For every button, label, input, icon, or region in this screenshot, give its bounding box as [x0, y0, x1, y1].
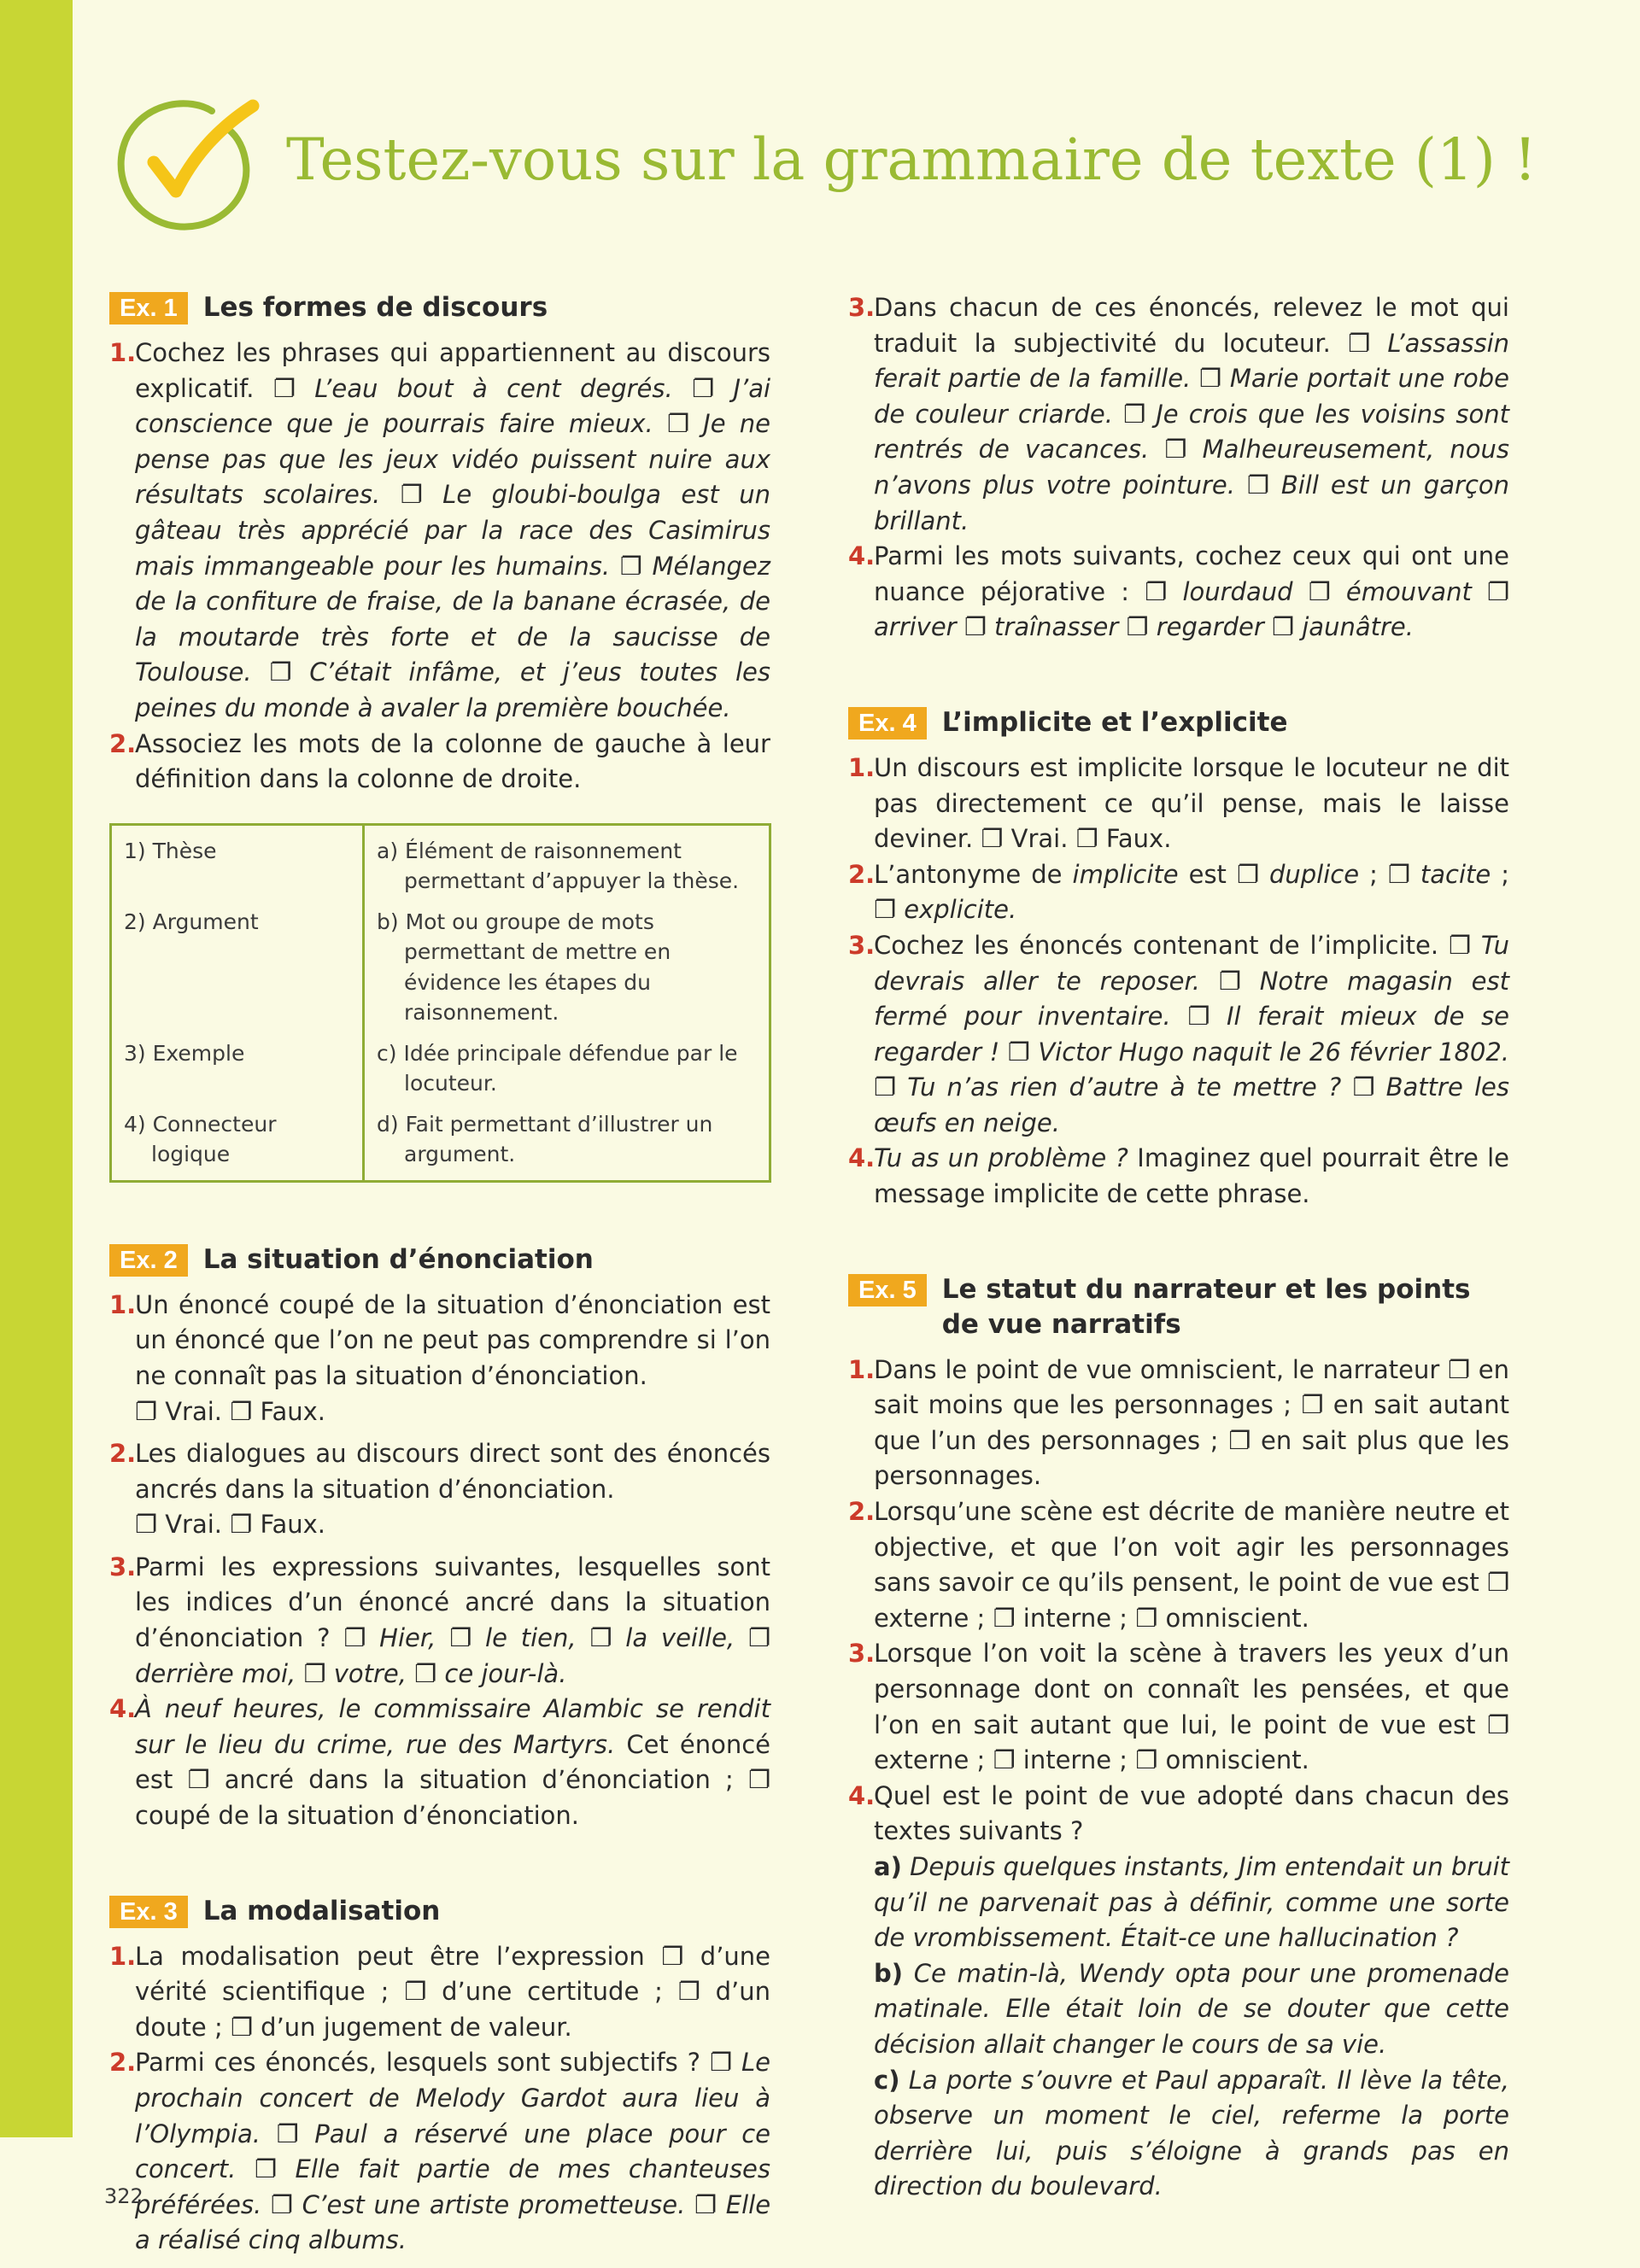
checkbox-icon[interactable]: ❐	[269, 658, 292, 687]
question: 2. Lorsqu’une scène est décrite de manière neutre et objective, et que l’on voit agir les personnages sans savoir ce qu’ils pensent, le point de vue est ❐ externe ; ❐ interne ; ❐ omniscient.	[848, 1494, 1509, 1636]
text-label: b)	[874, 1958, 904, 1988]
question: 4. Parmi les mots suivants, cochez ceux qui ont une nuance péjorative : ❐ lourdaud ❐ émouvant ❐ arriver ❐ traînasser ❐ regarder ❐ jaunâtre.	[848, 539, 1509, 646]
exercise-badge: Ex. 2	[109, 1244, 188, 1277]
table-cell: 4) Connecteur logique	[124, 1111, 277, 1167]
question-number: 2.	[848, 859, 876, 889]
exercise-5-header	[848, 1272, 1509, 1342]
text-excerpt: Ce matin-là, Wendy opta pour une promenade matinale. Elle était loin de se douter que cette décision allait changer le cours de sa vie.	[874, 1958, 1510, 2059]
exercise-badge: Ex. 1	[109, 292, 188, 324]
checkbox-icon[interactable]: ❐	[414, 1658, 437, 1688]
page-title: Testez-vous sur la grammaire de texte (1) !	[286, 126, 1538, 193]
question-number: 1.	[109, 1289, 137, 1319]
table-cell: 3) Exemple	[124, 1040, 245, 1066]
checkbox-icon[interactable]: ❐	[1075, 824, 1098, 854]
checkbox-icon[interactable]: ❐	[449, 1623, 472, 1653]
exercise-3-header	[109, 1894, 770, 1929]
checkbox-icon[interactable]: ❐	[272, 373, 296, 403]
table-row	[111, 1028, 770, 1099]
question: 2. Associez les mots de la colonne de gauche à leur définition dans la colonne de droite.	[109, 727, 770, 798]
exercise-badge: Ex. 3	[109, 1896, 188, 1928]
side-color-bar	[0, 0, 73, 2137]
question-number: 2.	[109, 728, 137, 758]
page-number: 322	[104, 2184, 144, 2208]
table-cell: c) Idée principale défendue par le locuteur.	[377, 1040, 738, 1096]
checkbox-icon[interactable]: ❐	[404, 1977, 427, 2007]
table-cell: a) Élément de raisonnement permettant d’appuyer la thèse.	[377, 838, 740, 894]
checkbox-icon[interactable]: ❐	[1348, 328, 1371, 358]
table-cell: d) Fait permettant d’illustrer un argument.	[377, 1111, 713, 1167]
checkbox-icon[interactable]: ❐	[400, 480, 423, 510]
checkbox-icon[interactable]: ❐	[710, 2048, 733, 2078]
question-number: 2.	[109, 1439, 137, 1469]
text-label: a)	[874, 1851, 902, 1881]
checkbox-icon[interactable]: ❐	[1135, 1745, 1158, 1775]
checkbox-icon[interactable]: ❐	[1272, 612, 1295, 642]
exercise-title: Les formes de discours	[202, 292, 548, 323]
table-cell: 2) Argument	[124, 909, 259, 934]
checkbox-icon[interactable]: ❐	[230, 1510, 253, 1540]
question: 3. Lorsque l’on voit la scène à travers les yeux d’un personnage dont on connaît les pensées, et que l’on en sait autant que lui, le point de vue est ❐ externe ; ❐ interne ; ❐ omniscient.	[848, 1636, 1509, 1778]
checkbox-icon[interactable]: ❐	[1126, 612, 1149, 642]
checkbox-icon[interactable]: ❐	[993, 1603, 1016, 1633]
text-excerpt: Depuis quelques instants, Jim entendait un bruit qu’il ne parvenait pas à définir, comme une sorte de vrombissement. Était-ce une hallucination ?	[874, 1851, 1510, 1953]
exercise-2-header	[109, 1242, 770, 1277]
text-label: c)	[874, 2065, 900, 2095]
question: 3. Cochez les énoncés contenant de l’implicite. ❐ Tu devrais aller te reposer. ❐ Notre magasin est fermé pour inventaire. ❐ Il ferait mieux de se regarder ! ❐ Victor Hugo naquit le 26 février 1802. ❐ Tu n’as rien d’autre à te mettre ? ❐ Battre les œufs en neige.	[848, 928, 1509, 1142]
left-column	[109, 290, 770, 2259]
question: 2. L’antonyme de implicite est ❐ duplice ; ❐ tacite ; ❐ explicite.	[848, 857, 1509, 928]
question: 2. Les dialogues au discours direct sont des énoncés ancrés dans la situation d’énonciation. ❐ Vrai. ❐ Faux.	[109, 1436, 770, 1543]
question: 1. Dans le point de vue omniscient, le narrateur ❐ en sait moins que les personnages ; ❐ en sait autant que l’un des personnages ; ❐ en sait plus que les personnages.	[848, 1353, 1509, 1494]
checkbox-icon[interactable]: ❐	[1135, 1603, 1158, 1633]
question: 4. Tu as un problème ? Imaginez quel pourrait être le message implicite de cette phrase.	[848, 1141, 1509, 1212]
checkbox-icon[interactable]: ❐	[254, 2154, 277, 2184]
exercise-title: La modalisation	[202, 1895, 441, 1926]
question-number: 1.	[109, 338, 137, 367]
question-number: 3.	[109, 1552, 137, 1581]
question-number: 3.	[848, 1639, 876, 1669]
checkbox-icon[interactable]: ❐	[1308, 576, 1331, 606]
exercise-title: Le statut du narrateur et les points de vue narratifs	[941, 1273, 1471, 1340]
question-number: 1.	[848, 752, 876, 782]
checkbox-icon[interactable]: ❐	[964, 612, 987, 642]
question-number: 4.	[848, 541, 876, 571]
exercise-title: La situation d’énonciation	[202, 1243, 594, 1275]
checkbox-icon[interactable]: ❐	[1448, 930, 1471, 960]
checkbox-icon[interactable]: ❐	[135, 1510, 157, 1540]
checkbox-icon[interactable]: ❐	[661, 1941, 684, 1971]
question: 4. À neuf heures, le commissaire Alambic se rendit sur le lieu du crime, rue des Martyrs. Cet énoncé est ❐ ancré dans la situation d’énonciation ; ❐ coupé de la situation d’énonciation.	[109, 1692, 770, 1833]
checkbox-icon[interactable]: ❐	[303, 1658, 326, 1688]
checkbox-icon[interactable]: ❐	[874, 1073, 896, 1102]
exercise-1-header	[109, 290, 770, 325]
checkbox-icon[interactable]: ❐	[230, 1396, 253, 1426]
checkbox-icon[interactable]: ❐	[1487, 576, 1510, 606]
checkbox-icon[interactable]: ❐	[1448, 1354, 1471, 1384]
right-column	[848, 290, 1509, 2205]
checkbox-icon[interactable]: ❐	[1187, 1002, 1210, 1032]
table-cell: b) Mot ou groupe de mots permettant de mettre en évidence les étapes du raisonnement.	[377, 909, 671, 1026]
checkbox-icon[interactable]: ❐	[1352, 1073, 1375, 1102]
question-number: 1.	[848, 1354, 876, 1384]
checkbox-icon[interactable]: ❐	[589, 1623, 612, 1653]
checkbox-icon[interactable]: ❐	[1199, 364, 1222, 394]
table-row	[111, 824, 770, 897]
checkbox-icon[interactable]: ❐	[1164, 435, 1187, 465]
checkmark-icon	[109, 92, 260, 236]
checkbox-icon[interactable]: ❐	[187, 1765, 210, 1795]
question: 2. Parmi ces énoncés, lesquels sont subjectifs ? ❐ Le prochain concert de Melody Gardot aura lieu à l’Olympia. ❐ Paul a réservé une place pour ce concert. ❐ Elle fait partie de mes chanteuses préférées. ❐ C’est une artiste prometteuse. ❐ Elle a réalisé cinq albums.	[109, 2045, 770, 2259]
checkbox-icon[interactable]: ❐	[694, 2189, 718, 2219]
exercise-4-header	[848, 705, 1509, 740]
question-number: 2.	[109, 2048, 137, 2078]
checkbox-icon[interactable]: ❐	[692, 373, 715, 403]
text-excerpt: La porte s’ouvre et Paul apparaît. Il lève la tête, observe un moment le ciel, referme la porte derrière lui, puis s’éloigne à grands pas en direction du boulevard.	[874, 2065, 1510, 2201]
question: 1. La modalisation peut être l’expression ❐ d’une vérité scientifique ; ❐ d’une certitude ; ❐ d’un doute ; ❐ d’un jugement de valeur.	[109, 1939, 770, 2046]
question-number: 4.	[109, 1694, 137, 1724]
exercise-badge: Ex. 4	[848, 707, 927, 739]
checkbox-icon[interactable]: ❐	[677, 1977, 700, 2007]
exercise-title: L’implicite et l’explicite	[941, 706, 1288, 738]
question-number: 1.	[109, 1941, 137, 1971]
question-number: 2.	[848, 1497, 876, 1527]
checkbox-icon[interactable]: ❐	[1228, 1425, 1251, 1455]
checkbox-icon[interactable]: ❐	[748, 1765, 771, 1795]
checkbox-icon[interactable]: ❐	[993, 1745, 1016, 1775]
checkbox-icon[interactable]: ❐	[747, 1623, 770, 1653]
checkbox-icon[interactable]: ❐	[270, 2189, 293, 2219]
checkbox-icon[interactable]: ❐	[1487, 1568, 1509, 1598]
question: 3. Parmi les expressions suivantes, lesquelles sont les indices d’un énoncé ancré dans la situation d’énonciation ? ❐ Hier, ❐ le tien, ❐ la veille, ❐ derrière moi, ❐ votre, ❐ ce jour-là.	[109, 1550, 770, 1692]
checkbox-icon[interactable]: ❐	[874, 895, 896, 925]
association-table	[109, 823, 771, 1183]
checkbox-icon[interactable]: ❐	[1387, 859, 1410, 889]
question-number: 4.	[848, 1143, 876, 1173]
question: 4. Quel est le point de vue adopté dans chacun des textes suivants ? a) Depuis quelques instants, Jim entendait un bruit qu’il ne parvenait pas à définir, comme une sorte de vrombissement. Était-ce une hallucination ? b) Ce matin-là, Wendy opta pour une promenade matinale. Elle était loin de se douter que cette décision allait changer le cours de sa vie. c) La porte s’ouvre et Paul apparaît. Il lève la tête, observe un moment le ciel, referme la porte derrière lui, puis s’éloigne à grands pas en direction du boulevard.	[848, 1779, 1509, 2205]
checkbox-icon[interactable]: ❐	[1007, 1037, 1030, 1067]
checkbox-icon[interactable]: ❐	[343, 1623, 366, 1653]
checkbox-icon[interactable]: ❐	[230, 2012, 253, 2042]
checkbox-icon[interactable]: ❐	[981, 824, 1004, 854]
table-row	[111, 897, 770, 1028]
question-number: 3.	[848, 930, 876, 960]
checkbox-icon[interactable]: ❐	[1246, 470, 1269, 500]
question: 1. Un énoncé coupé de la situation d’énonciation est un énoncé que l’on ne peut pas comprendre si l’on ne connaît pas la situation d’énonciation. ❐ Vrai. ❐ Faux.	[109, 1288, 770, 1429]
checkbox-icon[interactable]: ❐	[1218, 966, 1241, 996]
checkbox-icon[interactable]: ❐	[1123, 399, 1146, 429]
question: 1. Cochez les phrases qui appartiennent au discours explicatif. ❐ L’eau bout à cent degrés. ❐ J’ai conscience que je pourrais faire mieux. ❐ Je ne pense pas que les jeux vidéo puissent nuire aux résultats scolaires. ❐ Le gloubi-boulga est un gâteau très apprécié par la race des Casimirus mais immangeable pour les humains. ❐ Mélangez de la confiture de fraise, de la banane écrasée, de la moutarde très forte et de la saucisse de Toulouse. ❐ C’était infâme, et j’eus toutes les peines du monde à avaler la première bouchée.	[109, 336, 770, 727]
question-number: 4.	[848, 1780, 876, 1810]
checkbox-icon[interactable]: ❐	[1236, 859, 1259, 889]
exercise-badge: Ex. 5	[848, 1274, 927, 1306]
checkbox-icon[interactable]: ❐	[1145, 576, 1168, 606]
checkbox-icon[interactable]: ❐	[1487, 1710, 1510, 1739]
question: 1. Un discours est implicite lorsque le locuteur ne dit pas directement ce qu’il pense, mais le laisse deviner. ❐ Vrai. ❐ Faux.	[848, 751, 1509, 857]
table-row	[111, 1099, 770, 1182]
checkbox-icon[interactable]: ❐	[666, 409, 689, 439]
checkbox-icon[interactable]: ❐	[276, 2119, 299, 2148]
checkbox-icon[interactable]: ❐	[1301, 1390, 1324, 1420]
checkbox-icon[interactable]: ❐	[135, 1396, 157, 1426]
checkbox-icon[interactable]: ❐	[619, 551, 642, 581]
table-cell: 1) Thèse	[124, 838, 217, 863]
question-number: 3.	[848, 293, 876, 322]
question: 3. Dans chacun de ces énoncés, relevez le mot qui traduit la subjectivité du locuteur. ❐ L’assassin ferait partie de la famille. ❐ Marie portait une robe de couleur criarde. ❐ Je crois que les voisins sont rentrés de vacances. ❐ Malheureusement, nous n’avons plus votre pointure. ❐ Bill est un garçon brillant.	[848, 290, 1509, 539]
